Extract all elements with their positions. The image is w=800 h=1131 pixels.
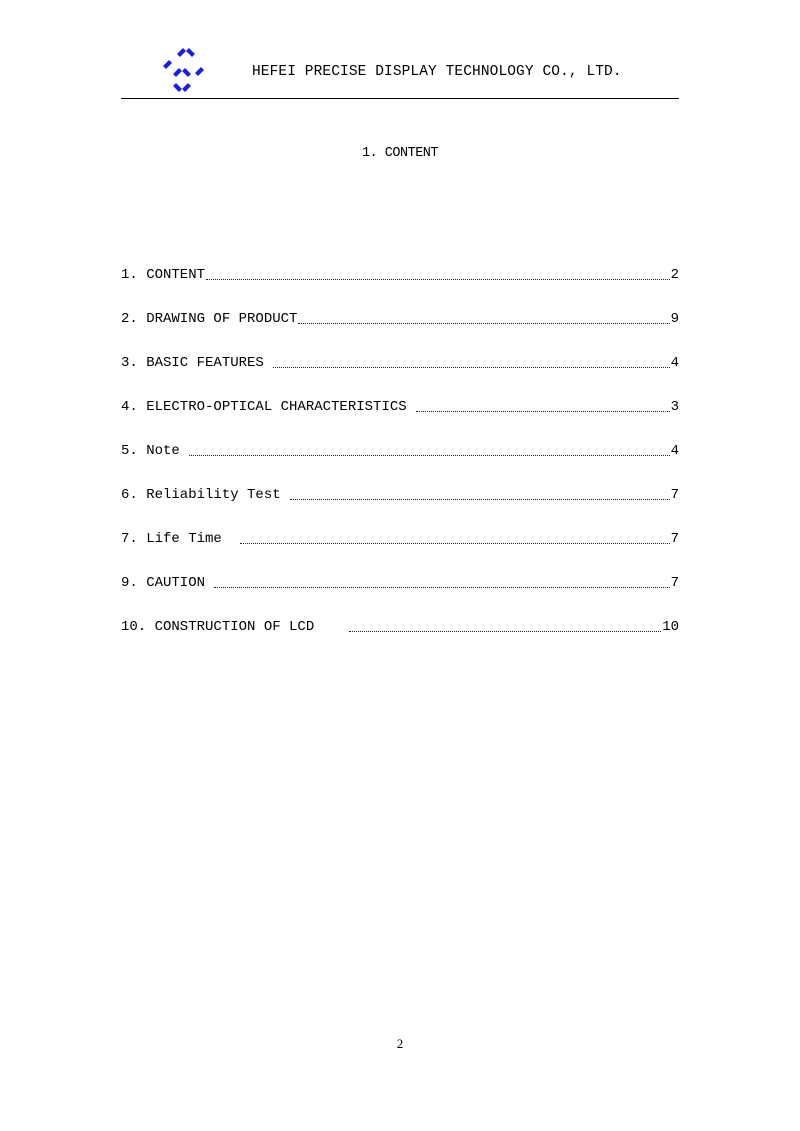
- toc-entry-page: 7: [670, 575, 679, 591]
- toc-leader-dots: [240, 543, 670, 544]
- toc-leader-dots: [206, 279, 670, 280]
- toc-entry[interactable]: [121, 592, 679, 636]
- table-of-contents: [121, 240, 679, 636]
- toc-entry[interactable]: [121, 416, 679, 460]
- toc-entry-label: 6. Reliability Test: [121, 487, 290, 503]
- toc-entry[interactable]: [121, 504, 679, 548]
- toc-leader-dots: [298, 323, 669, 324]
- company-name: HEFEI PRECISE DISPLAY TECHNOLOGY CO., LTD.: [252, 64, 622, 80]
- toc-leader-dots: [349, 631, 661, 632]
- toc-entry-label: 2. DRAWING OF PRODUCT: [121, 311, 298, 327]
- toc-entry-label: 5. Note: [121, 443, 189, 459]
- toc-entry-page: 7: [670, 531, 679, 547]
- toc-entry-label: 7. Life Time: [121, 531, 239, 547]
- toc-entry[interactable]: [121, 548, 679, 592]
- toc-leader-dots: [273, 367, 669, 368]
- toc-leader-dots: [214, 587, 669, 588]
- page-title: 1. CONTENT: [361, 146, 438, 161]
- toc-entry-page: 3: [670, 399, 679, 415]
- toc-entry-page: 4: [670, 355, 679, 371]
- toc-leader-dots: [189, 455, 669, 456]
- toc-entry[interactable]: [121, 372, 679, 416]
- toc-leader-dots: [416, 411, 670, 412]
- page-number: 2: [396, 1036, 404, 1051]
- toc-entry-page: 2: [670, 267, 679, 283]
- toc-entry[interactable]: [121, 284, 679, 328]
- toc-entry-label: 9. CAUTION: [121, 575, 214, 591]
- page-header: [121, 44, 679, 99]
- toc-entry[interactable]: [121, 240, 679, 284]
- company-logo-icon: [159, 46, 209, 96]
- toc-entry[interactable]: [121, 460, 679, 504]
- toc-entry-page: 10: [662, 619, 679, 635]
- toc-entry-label: 10. CONSTRUCTION OF LCD: [121, 619, 348, 635]
- toc-entry[interactable]: [121, 328, 679, 372]
- toc-leader-dots: [290, 499, 670, 500]
- toc-entry-label: 1. CONTENT: [121, 267, 206, 283]
- toc-entry-label: 3. BASIC FEATURES: [121, 355, 273, 371]
- toc-entry-page: 4: [670, 443, 679, 459]
- toc-entry-page: 7: [670, 487, 679, 503]
- toc-entry-label: 4. ELECTRO-OPTICAL CHARACTERISTICS: [121, 399, 416, 415]
- toc-entry-page: 9: [670, 311, 679, 327]
